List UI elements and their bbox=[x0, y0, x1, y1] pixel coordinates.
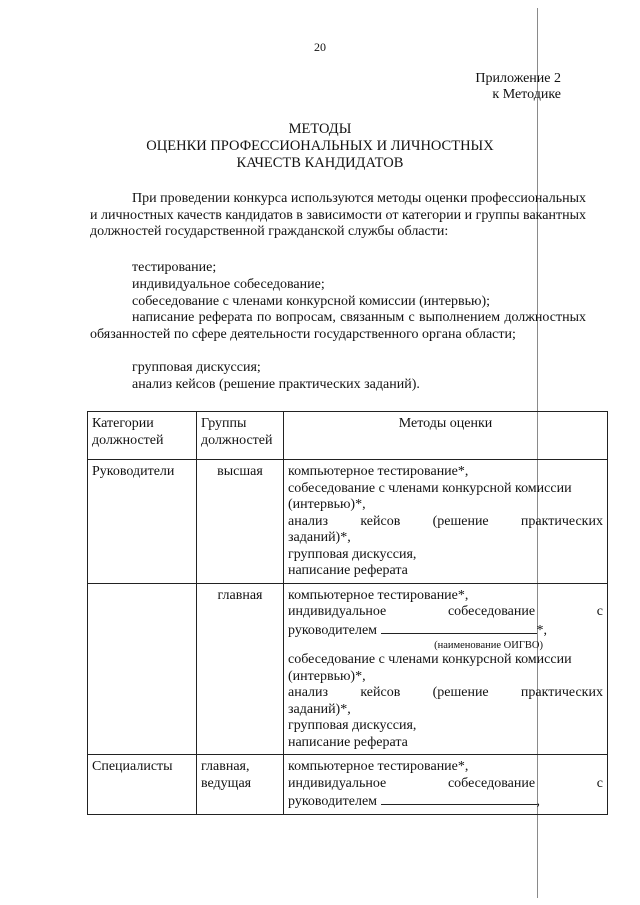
method-line bbox=[288, 621, 603, 640]
table-row bbox=[88, 583, 608, 755]
method-item-group-discussion: групповая дискуссия; bbox=[132, 360, 261, 375]
word: руководителем bbox=[288, 794, 378, 809]
method-line bbox=[288, 792, 603, 811]
method-line: компьютерное тестирование*, bbox=[288, 464, 469, 479]
method-item-case-analysis: анализ кейсов (решение практических заданий). bbox=[132, 377, 420, 392]
page-number: 20 bbox=[314, 40, 326, 54]
table-row bbox=[88, 755, 608, 815]
method-line bbox=[288, 685, 603, 702]
method-line: заданий)*, bbox=[288, 701, 351, 717]
cell-methods bbox=[284, 755, 608, 815]
method-line bbox=[288, 514, 603, 531]
blank-field bbox=[381, 621, 537, 634]
word: (решение bbox=[432, 685, 489, 700]
word: практических bbox=[520, 685, 603, 700]
title-line-1: МЕТОДЫ bbox=[288, 121, 352, 137]
word: , bbox=[536, 794, 541, 809]
method-line: компьютерное тестирование*, bbox=[288, 759, 469, 774]
method-line: написание реферата bbox=[288, 734, 408, 750]
cell-group: высшая bbox=[197, 460, 284, 584]
appendix-label bbox=[475, 71, 561, 103]
title-line-3: КАЧЕСТВ КАНДИДАТОВ bbox=[236, 155, 404, 171]
title-line-2: ОЦЕНКИ ПРОФЕССИОНАЛЬНЫХ И ЛИЧНОСТНЫХ bbox=[146, 138, 494, 154]
appendix-line-2: к Методике bbox=[492, 87, 561, 102]
cell-category: Специалисты bbox=[88, 755, 197, 815]
method-line bbox=[288, 776, 603, 793]
method-item-individual-interview: индивидуальное собеседование; bbox=[132, 277, 325, 292]
table-row bbox=[88, 460, 608, 584]
header-methods: Методы оценки bbox=[284, 412, 608, 460]
method-line: компьютерное тестирование*, bbox=[288, 587, 469, 603]
word: анализ bbox=[288, 685, 329, 700]
cell-methods bbox=[284, 460, 608, 584]
word: собеседование bbox=[447, 604, 536, 619]
word: практических bbox=[520, 513, 603, 529]
word: индивидуальное bbox=[288, 775, 387, 791]
cell-group: главная, ведущая bbox=[197, 755, 284, 815]
header-group: Группы должностей bbox=[197, 412, 284, 460]
blank-field bbox=[381, 792, 537, 805]
assessment-methods-table bbox=[87, 411, 608, 815]
cell-group: главная bbox=[197, 583, 284, 755]
word: с bbox=[596, 604, 603, 619]
blank-field-note: (наименование ОИГВО) bbox=[434, 640, 543, 651]
method-line: групповая дискуссия, bbox=[288, 546, 417, 562]
method-line: собеседование с членами конкурсной комиссии (интервью)*, bbox=[288, 480, 572, 512]
word: с bbox=[596, 775, 603, 791]
word: (решение bbox=[432, 513, 489, 529]
word: кейсов bbox=[360, 513, 401, 529]
method-line: групповая дискуссия, bbox=[288, 718, 417, 733]
word: *, bbox=[536, 622, 548, 638]
word: руководителем bbox=[288, 622, 378, 638]
method-line: заданий)*, bbox=[288, 530, 351, 545]
cell-category: Руководители bbox=[88, 460, 197, 584]
method-line: написание реферата bbox=[288, 563, 408, 578]
header-category: Категории должностей bbox=[88, 412, 197, 460]
word: кейсов bbox=[360, 685, 401, 700]
appendix-line-1: Приложение 2 bbox=[475, 71, 561, 86]
word: анализ bbox=[288, 513, 329, 529]
word: индивидуальное bbox=[288, 604, 387, 619]
method-item-testing: тестирование; bbox=[132, 260, 217, 275]
intro-paragraph: При проведении конкурса используются методы оценки профессиональных и личностных качеств кандидатов в зависимости от категории и группы вакантных должностей государственной гражданской службы области: bbox=[90, 191, 586, 239]
cell-methods bbox=[284, 583, 608, 755]
method-item-essay: написание реферата по вопросам, связанным с выполнением должностных обязанностей по сфере деятельности государственного органа области; bbox=[90, 310, 586, 342]
cell-category bbox=[88, 583, 197, 755]
word: собеседование bbox=[447, 775, 536, 791]
table-header-row bbox=[88, 412, 608, 460]
method-line bbox=[288, 604, 603, 621]
method-line: собеседование с членами конкурсной комиссии (интервью)*, bbox=[288, 652, 572, 684]
method-item-commission-interview: собеседование с членами конкурсной комиссии (интервью); bbox=[132, 294, 491, 309]
